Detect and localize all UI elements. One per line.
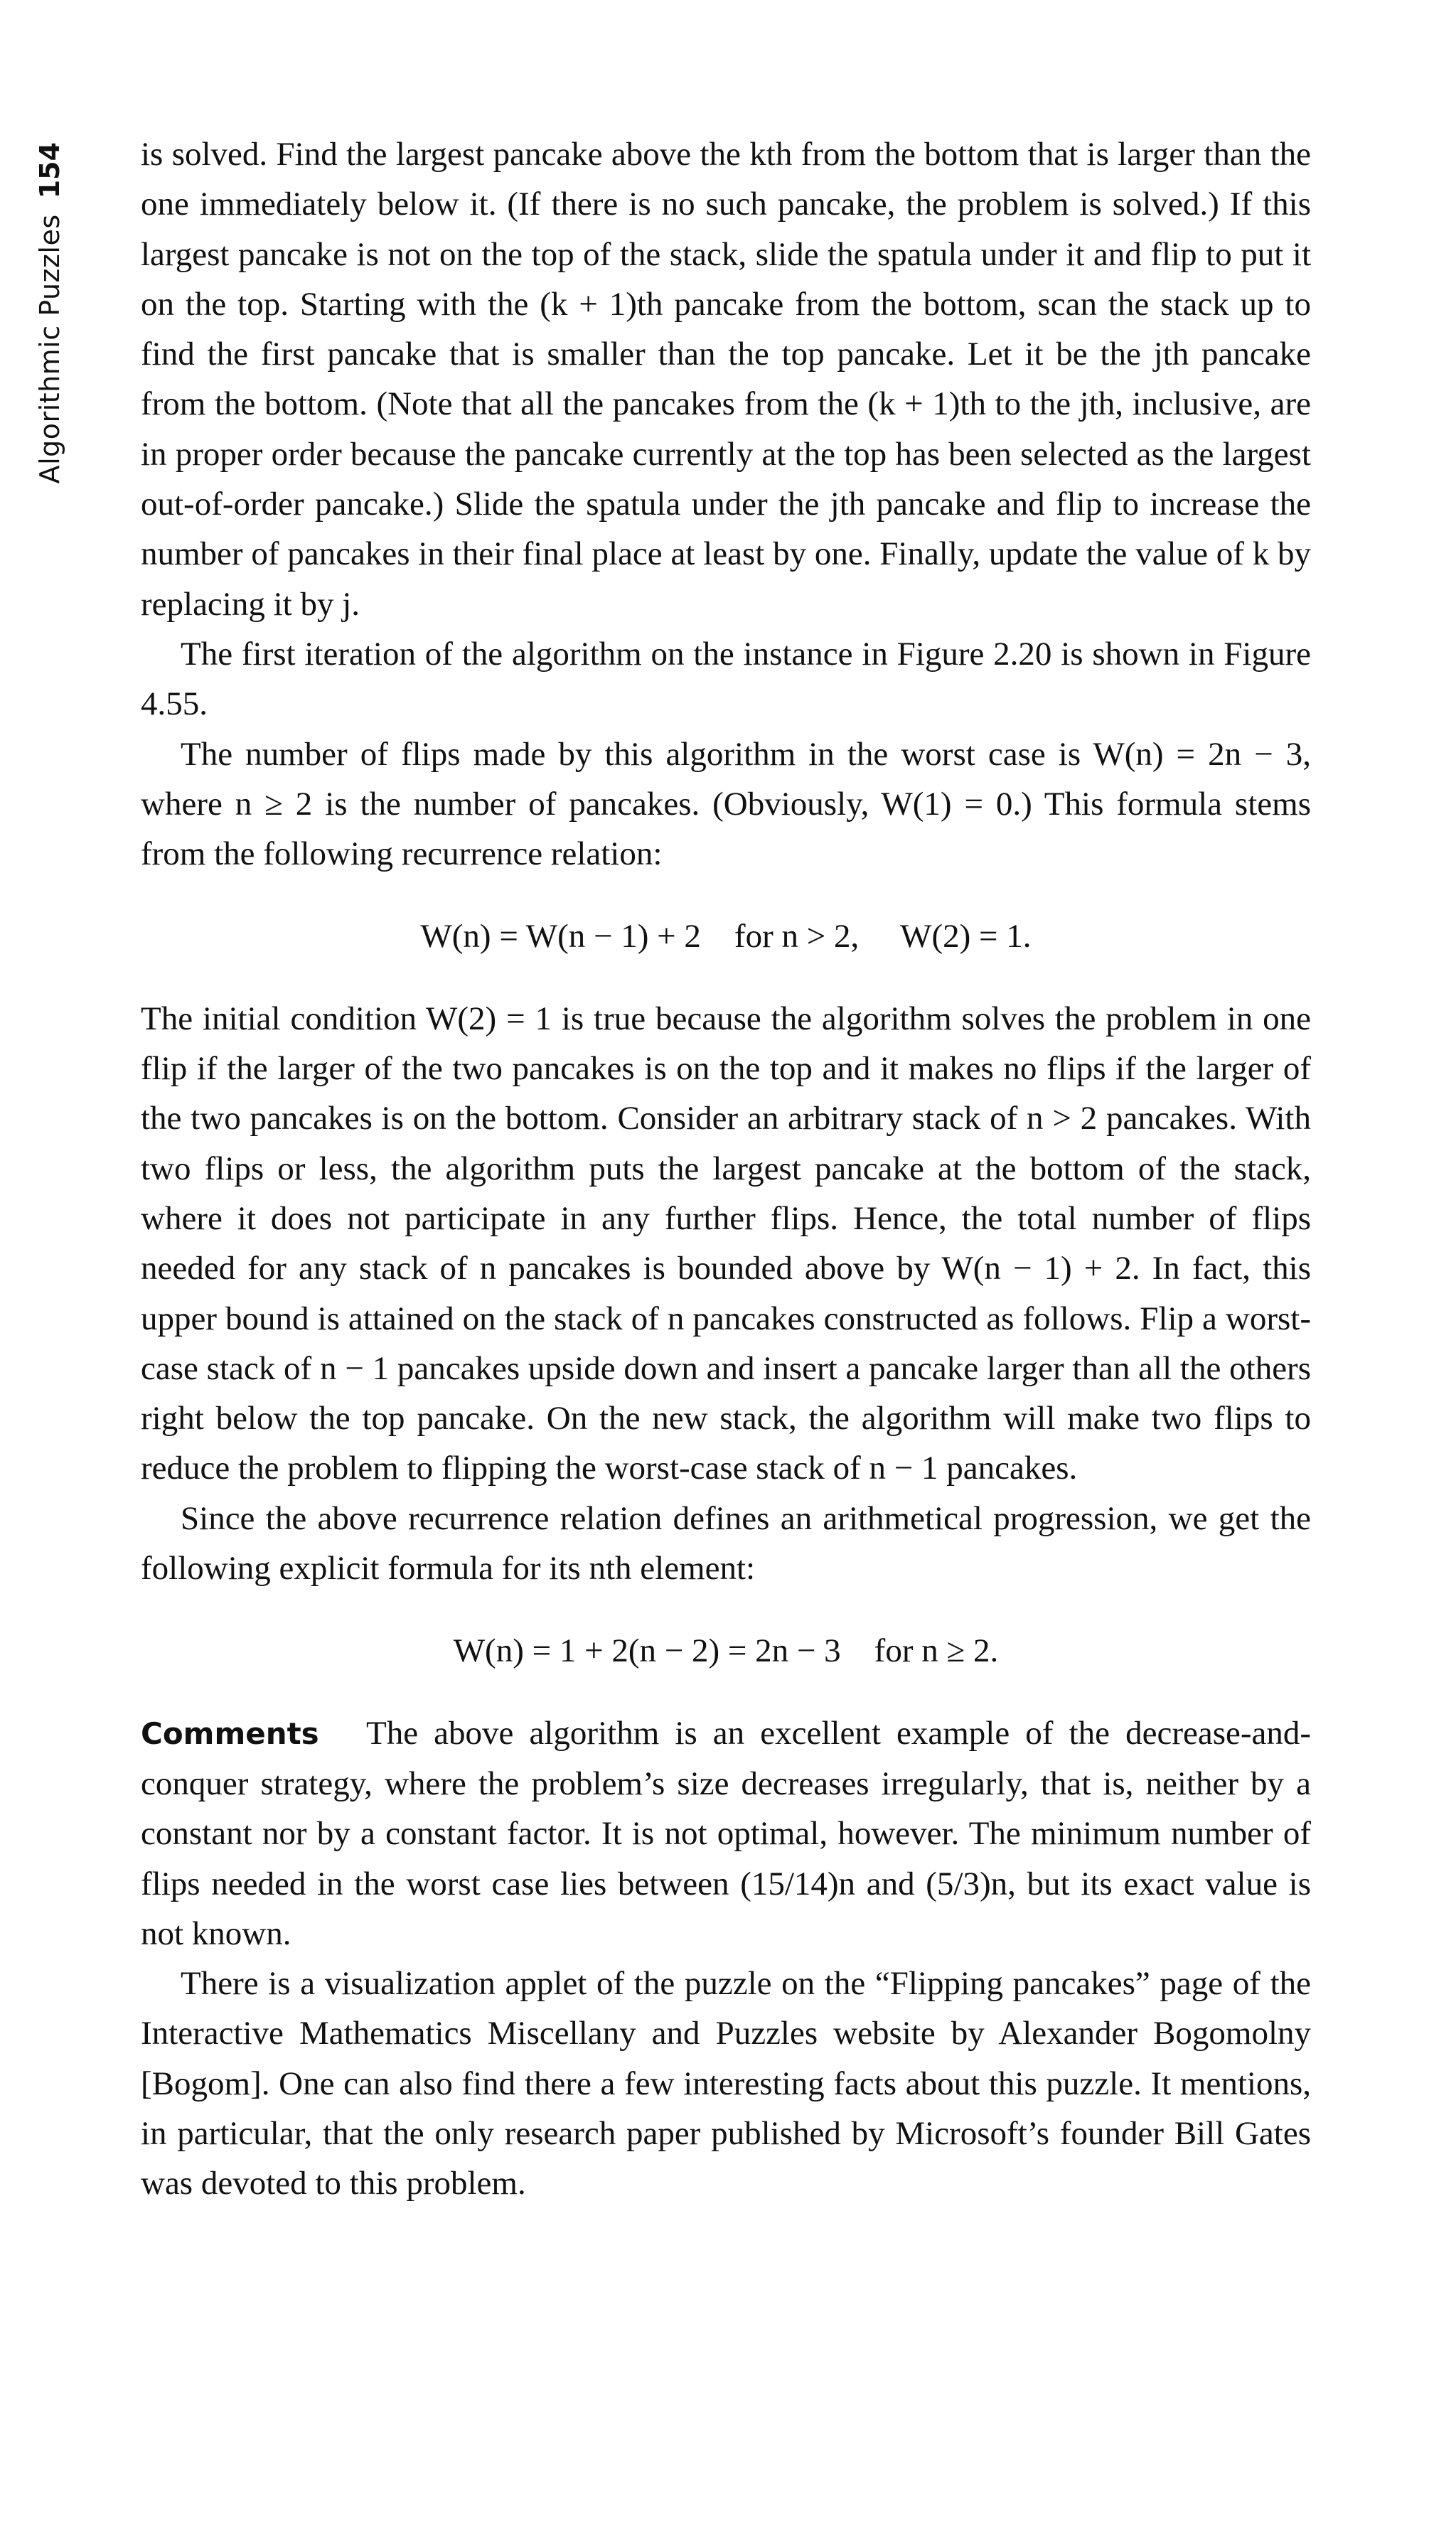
- equation-recurrence: W(n) = W(n − 1) + 2 for n > 2, W(2) = 1.: [420, 918, 1032, 955]
- equation-explicit-formula: W(n) = 1 + 2(n − 2) = 2n − 3 for n ≥ 2.: [453, 1632, 999, 1670]
- comments-text: The above algorithm is an excellent example of the decrease-and-conquer strategy, where the problem’s size decreases irregularly, that is, neither by a constant nor by a constant factor. It is not optimal, however. The minimum number of flips needed in the worst case lies between (15/14)n and (5/3)n, but its exact value is not known.: [141, 1714, 1312, 1952]
- comments-heading: Comments: [141, 1715, 319, 1751]
- body-text: [141, 129, 1311, 2209]
- running-head-title: Algorithmic Puzzles: [34, 214, 65, 484]
- paragraph-initial-condition: The initial condition W(2) = 1 is true because the algorithm solves the problem in one flip if the larger of the two pancakes is on the top and it makes no flips if the larger of the two pancakes is on the bottom. Consider an arbitrary stack of n > 2 pancakes. With two flips or less, the algorithm puts the largest pancake at the bottom of the stack, where it does not participate in any further flips. Hence, the total number of flips needed for any stack of n pancakes is bounded above by W(n − 1) + 2. In fact, this upper bound is attained on the stack of n pancakes constructed as follows. Flip a worst-case stack of n − 1 pancakes upside down and insert a pancake larger than all the others right below the top pancake. On the new stack, the algorithm will make two flips to reduce the problem to flipping the worst-case stack of n − 1 pancakes.: [141, 1000, 1311, 1487]
- paragraph-number-of-flips: The number of flips made by this algorithm in the worst case is W(n) = 2n − 3, where n ≥ 2 is the number of pancakes. (Obviously, W(1) = 0.) This formula stems from the following recurrence relation:: [141, 735, 1311, 873]
- paragraph-arithmetical-progression: Since the above recurrence relation defines an arithmetical progression, we get the following explicit formula for its nth element:: [141, 1499, 1311, 1588]
- paragraph-comments: [141, 1708, 1311, 1959]
- paragraph-first-iteration: The first iteration of the algorithm on the instance in Figure 2.20 is shown in Figure 4.55.: [141, 635, 1311, 723]
- paragraph-visualization-applet: There is a visualization applet of the puzzle on the “Flipping pancakes” page of the Interactive Mathematics Miscellany and Puzzles website by Alexander Bogomolny [Bogom]. One can also find there a few interesting facts about this puzzle. It mentions, in particular, that the only research paper published by Microsoft’s founder Bill Gates was devoted to this problem.: [141, 1965, 1311, 2202]
- paragraph-continuation: is solved. Find the largest pancake above the kth from the bottom that is larger than the one immediately below it. (If there is no such pancake, the problem is solved.) If this largest pancake is not on the top of the stack, slide the spatula under it and flip to put it on the top. Starting with the (k + 1)th pancake from the bottom, scan the stack up to find the first pancake that is smaller than the top pancake. Let it be the jth pancake from the bottom. (Note that all the pancakes from the (k + 1)th to the jth, inclusive, are in proper order because the pancake currently at the top has been selected as the largest out-of-order pancake.) Slide the spatula under the jth pancake and flip to increase the number of pancakes in their final place at least by one. Finally, update the value of k by replacing it by j.: [141, 136, 1311, 623]
- running-head: [30, 142, 70, 512]
- page-number: 154: [34, 142, 65, 199]
